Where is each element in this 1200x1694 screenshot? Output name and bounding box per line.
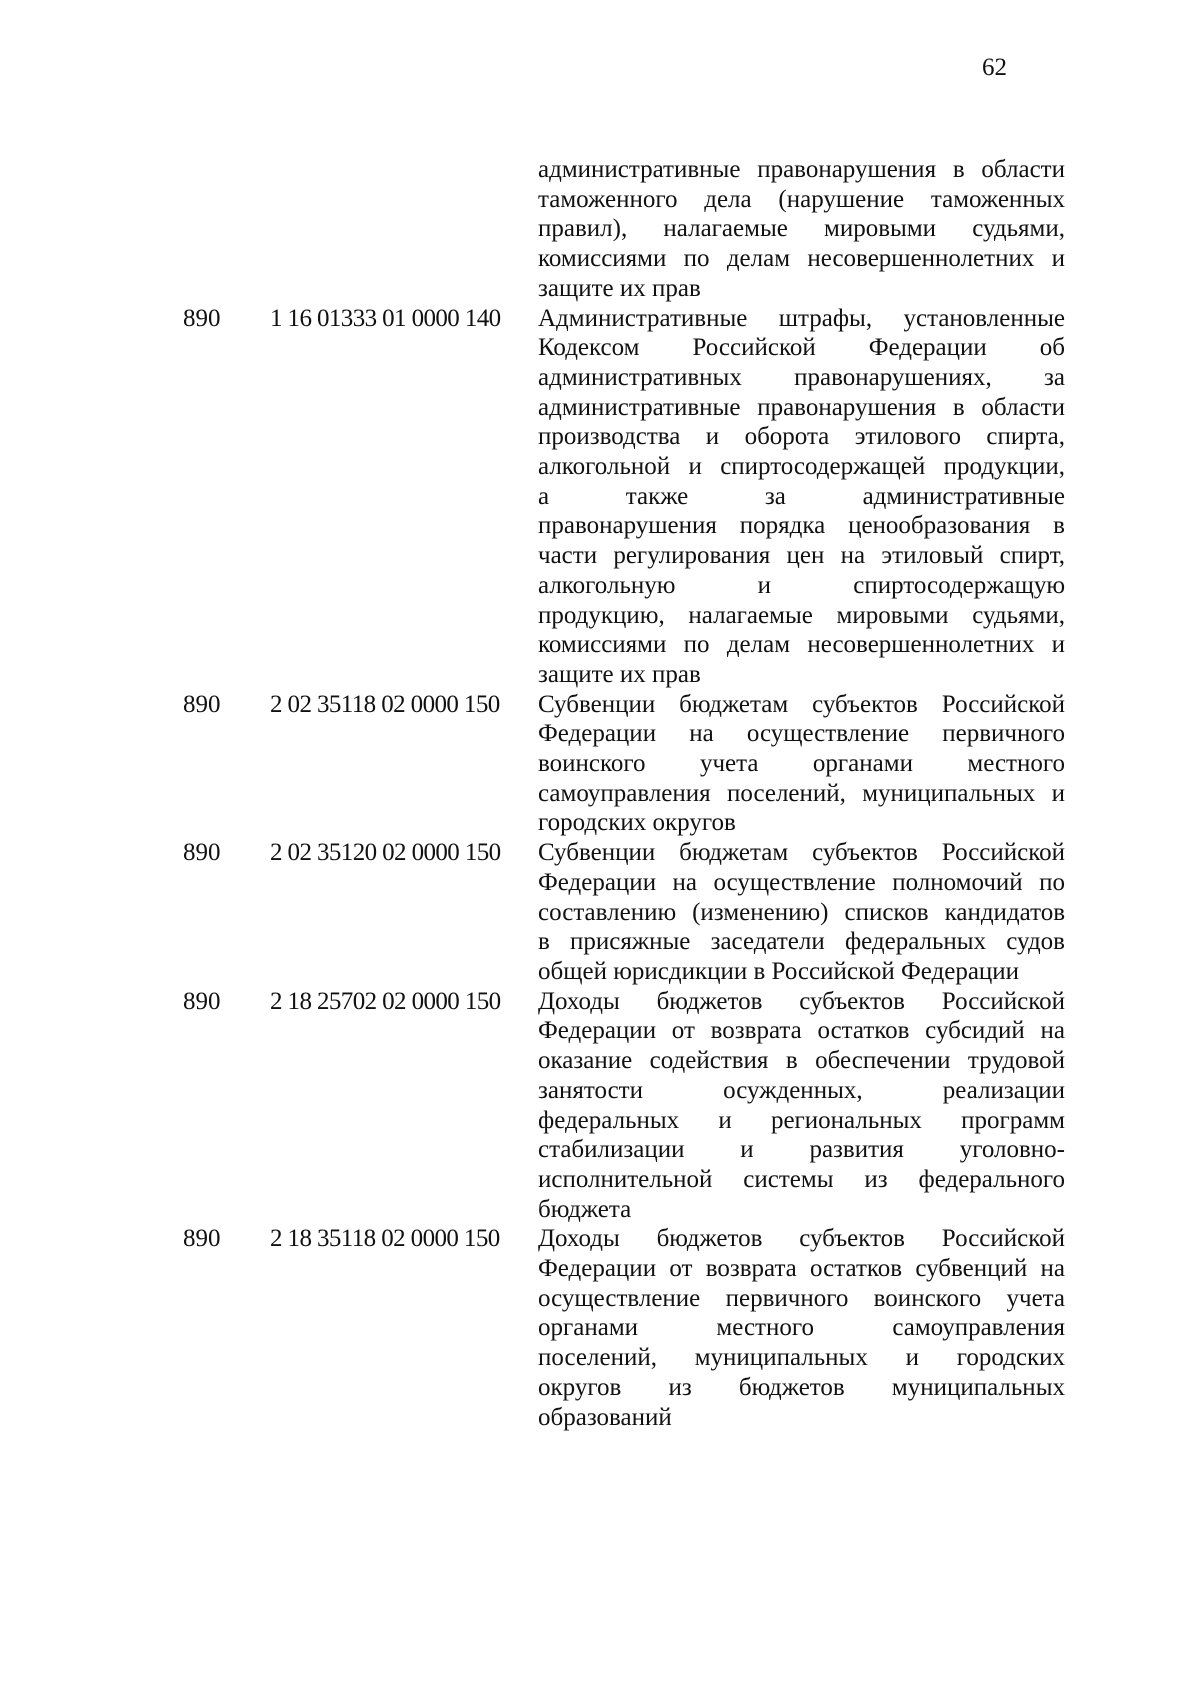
description-line: в присяжные заседатели федеральных судов <box>538 928 1065 956</box>
administrator-code: 890 <box>183 839 221 867</box>
description-line: исполнительной системы из федерального <box>538 1165 1065 1193</box>
description-line: комиссиями по делам несовершеннолетних и <box>538 631 1065 659</box>
description-line: правонарушения порядка ценообразования в <box>538 512 1065 540</box>
description-line: городских округов <box>538 809 736 837</box>
description-line: правил), налагаемые мировыми судьями, <box>538 215 1065 243</box>
description-line: защите их прав <box>538 660 701 688</box>
description-line: Субвенции бюджетам субъектов Российской <box>538 690 1065 718</box>
budget-classification-code: 2 02 35118 02 0000 150 <box>270 690 500 718</box>
administrator-code: 890 <box>183 1225 221 1253</box>
description-line: Кодексом Российской Федерации об <box>538 334 1065 362</box>
description-line: осуществление первичного воинского учета <box>538 1284 1065 1312</box>
description-line: федеральных и региональных программ <box>538 1106 1065 1134</box>
table-row <box>0 304 1200 690</box>
description-line: административные правонарушения в области <box>538 156 1065 183</box>
table-row <box>0 838 1200 987</box>
description-line: воинского учета органами местного <box>538 750 1065 778</box>
description-line: производства и оборота этилового спирта, <box>538 423 1065 451</box>
description-line: административные правонарушения в области <box>538 393 1065 421</box>
description-line: общей юрисдикции в Российской Федерации <box>538 957 1020 985</box>
description-line: Административные штрафы, установленные <box>538 304 1065 332</box>
description-line: Доходы бюджетов субъектов Российской <box>538 1225 1065 1253</box>
administrator-code: 890 <box>183 690 221 718</box>
revenue-code-table <box>0 155 1200 1432</box>
budget-classification-code: 2 02 35120 02 0000 150 <box>270 839 501 867</box>
description-line: продукцию, налагаемые мировыми судьями, <box>538 601 1065 629</box>
description-line: административных правонарушениях, за <box>538 363 1065 391</box>
description-line: оказание содействия в обеспечении трудовой <box>538 1047 1065 1075</box>
budget-classification-code: 2 18 35118 02 0000 150 <box>270 1225 500 1253</box>
description-line: составлению (изменению) списков кандидатов <box>538 898 1065 926</box>
description-line: занятости осужденных, реализации <box>538 1076 1065 1104</box>
description-line: Субвенции бюджетам субъектов Российской <box>538 839 1065 867</box>
description-line: защите их прав <box>538 274 701 302</box>
administrator-code: 890 <box>183 304 221 332</box>
revenue-description <box>538 987 1065 1225</box>
revenue-description <box>538 155 1065 304</box>
description-line: бюджета <box>538 1195 632 1223</box>
description-line: алкогольную и спиртосодержащую <box>538 571 1065 599</box>
description-line: Федерации от возврата остатков субсидий на <box>538 1017 1065 1045</box>
administrator-code: 890 <box>183 987 221 1015</box>
description-line: таможенного дела (нарушение таможенных <box>538 185 1065 213</box>
table-row <box>0 155 1200 304</box>
description-line: самоуправления поселений, муниципальных и <box>538 779 1065 807</box>
revenue-description <box>538 690 1065 839</box>
revenue-description <box>538 838 1065 987</box>
page-number: 62 <box>982 54 1007 81</box>
description-line: Федерации от возврата остатков субвенций на <box>538 1255 1065 1283</box>
description-line: Доходы бюджетов субъектов Российской <box>538 987 1065 1015</box>
table-row <box>0 987 1200 1225</box>
description-line: образований <box>538 1403 672 1431</box>
description-line: стабилизации и развития уголовно- <box>538 1136 1065 1164</box>
revenue-description <box>538 304 1065 690</box>
revenue-description <box>538 1224 1065 1432</box>
budget-classification-code: 2 18 25702 02 0000 150 <box>270 987 501 1015</box>
description-line: округов из бюджетов муниципальных <box>538 1373 1065 1401</box>
description-line: комиссиями по делам несовершеннолетних и <box>538 245 1065 273</box>
description-line: Федерации на осуществление полномочий по <box>538 868 1065 896</box>
description-line: поселений, муниципальных и городских <box>538 1344 1065 1372</box>
budget-classification-code: 1 16 01333 01 0000 140 <box>270 304 501 332</box>
description-line: Федерации на осуществление первичного <box>538 720 1065 748</box>
table-row <box>0 690 1200 839</box>
description-line: а также за административные <box>538 482 1065 510</box>
description-line: алкогольной и спиртосодержащей продукции, <box>538 453 1065 481</box>
description-line: органами местного самоуправления <box>538 1314 1065 1342</box>
table-row <box>0 1224 1200 1432</box>
description-line: части регулирования цен на этиловый спирт, <box>538 542 1065 570</box>
